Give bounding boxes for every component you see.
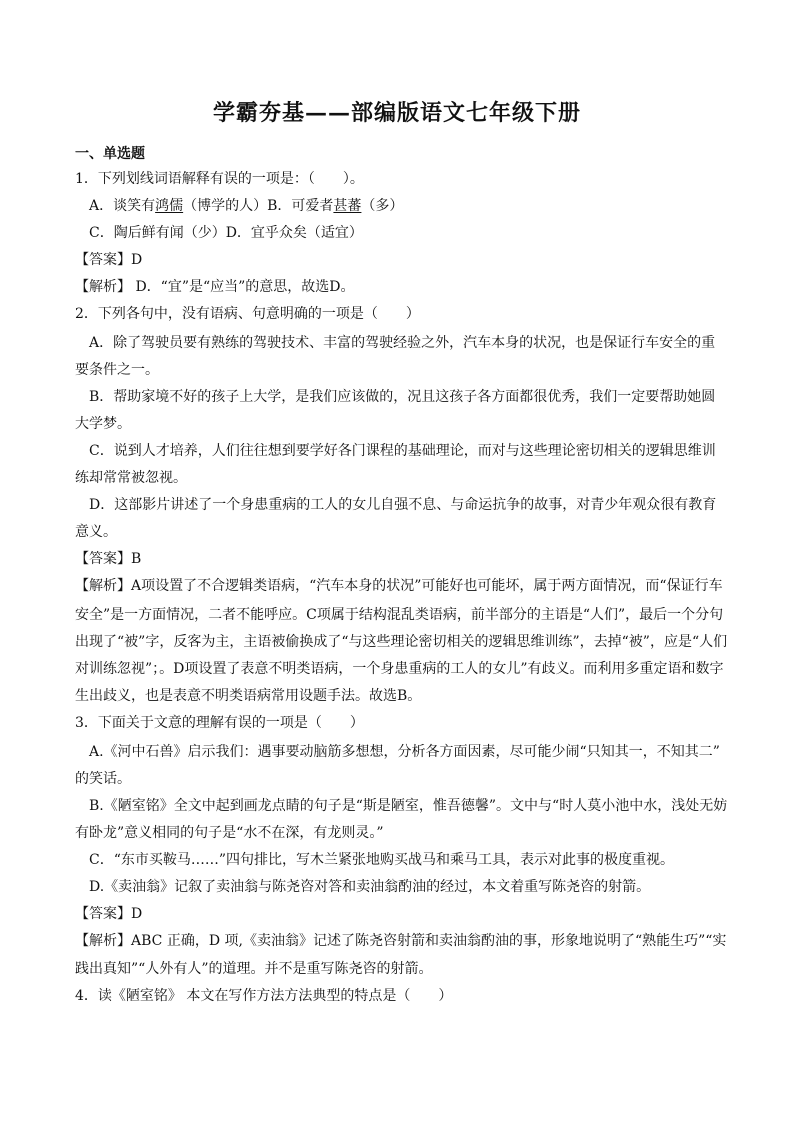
section-heading: 一、单选题 — [75, 146, 145, 162]
q2-option-b-line1: B．帮助家境不好的孩子上大学，是我们应该做的，况且这孩子各方面都很优秀，我们一定要帮助她圆 — [89, 389, 716, 405]
q3-option-c: C．“东市买鞍马……”四句排比，写木兰紧张地购买战马和乘马工具，表示对此事的极度重视。 — [89, 852, 675, 868]
q4-stem: 4．读《陋室铭》 本文在写作方法方法典型的特点是（ ） — [75, 988, 453, 1004]
q2-option-d-line1: D．这部影片讲述了一个身患重病的工人的女儿自强不息、与命运抗争的故事，对青少年观众很有教育 — [89, 497, 717, 513]
q2-analysis-line1: 【解析】A项设置了不合逻辑类语病，“汽车本身的状况”可能好也可能坏，属于两方面情况，而“保证行车 — [75, 578, 723, 594]
q3-analysis-line1: 【解析】ABC 正确，D 项,《卖油翁》记述了陈尧咨射箭和卖油翁酌油的事，形象地说明了“熟能生巧”“实 — [75, 933, 727, 949]
q1-option-a-text: A．谈笑有 — [89, 198, 156, 214]
q2-option-b-line2: 大学梦。 — [75, 416, 131, 432]
q2-option-d-line2: 意义。 — [75, 524, 117, 540]
q1-option-cd: C．陶后鲜有闻（少）D．宜乎众矣（适宜） — [89, 225, 363, 241]
q1-option-b-text: （博学的人）B．可爱者 — [183, 198, 334, 214]
q3-option-d: D.《卖油翁》记叙了卖油翁与陈尧咨对答和卖油翁酌油的经过，本文着重写陈尧咨的射箭。 — [89, 879, 651, 895]
q3-analysis-line2: 践出真知”“人外有人”的道理。并不是重写陈尧咨的射箭。 — [75, 961, 433, 977]
q3-option-b-line1: B.《陋室铭》全文中起到画龙点睛的句子是“斯是陋室，惟吾德馨”。文中与“时人莫小池中水，浅处无妨 — [89, 798, 728, 814]
page-title: 学霸夯基——部编版语文七年级下册 — [212, 100, 581, 126]
q2-option-c-line1: C．说到人才培养，人们往往想到要学好各门课程的基础理论，而对与这些理论密切相关的逻辑思维训 — [89, 443, 716, 459]
q1-underlined-word-2: 甚蕃 — [333, 198, 362, 214]
q2-analysis-line2: 安全”是一方面情况，二者不能呼应。C项属于结构混乱类语病，前半部分的主语是“人们”，最后一个分句 — [75, 607, 724, 623]
q3-stem: 3．下面关于文意的理解有误的一项是（ ） — [75, 715, 364, 731]
q1-option-b-gloss: （多） — [361, 198, 404, 214]
q1-underlined-word-1: 鸿儒 — [155, 198, 184, 214]
q2-option-a-line2: 要条件之一。 — [75, 362, 159, 378]
q3-option-a-line1: A.《河中石兽》启示我们：遇事要动脑筋多想想，分析各方面因素，尽可能少闹“只知其一，不知其二” — [89, 744, 720, 760]
q2-analysis-line4: 对训练忽视”；。D项设置了表意不明类语病，一个身患重病的工人的女儿”有歧义。而利用多重定语和数字 — [75, 661, 724, 677]
q2-analysis-line3: 出现了“被”字，反客为主，主语被偷换成了“与这些理论密切相关的逻辑思维训练”，去掉“被”，应是“人们 — [75, 634, 728, 650]
q2-analysis-line5: 生出歧义，也是表意不明类语病常用设题手法。故选B。 — [75, 688, 422, 704]
q2-option-a-line1: A．除了驾驶员要有熟练的驾驶技术、丰富的驾驶经验之外，汽车本身的状况，也是保证行车安全的重 — [89, 335, 716, 351]
q3-option-a-line2: 的笑话。 — [75, 771, 131, 787]
q1-analysis: 【解析】 D．“宜”是“应当”的意思，故选D。 — [75, 279, 355, 295]
q2-stem: 2．下列各句中，没有语病、句意明确的一项是（ ） — [75, 306, 420, 322]
q1-option-ab — [89, 197, 730, 215]
q3-answer: 【答案】D — [75, 906, 143, 922]
q2-option-c-line2: 练却常常被忽视。 — [75, 470, 187, 486]
q1-answer: 【答案】D — [75, 252, 143, 268]
q1-stem: 1．下列划线词语解释有误的一项是：（ ）。 — [75, 171, 364, 187]
q2-answer: 【答案】B — [75, 551, 142, 567]
q3-option-b-line2: 有卧龙”意义相同的句子是“水不在深，有龙则灵。” — [75, 825, 384, 841]
